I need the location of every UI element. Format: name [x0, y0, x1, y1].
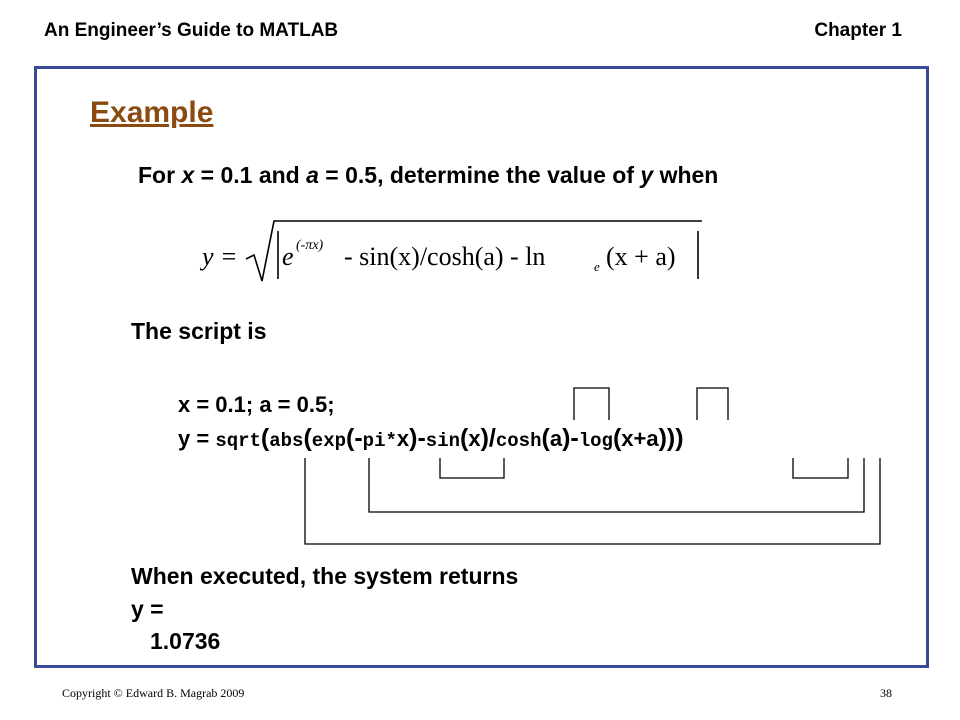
code-token: sin — [425, 430, 461, 452]
code-token: ))) — [658, 424, 684, 452]
problem-text-2: = 0.1 and — [194, 162, 307, 188]
header-chapter: Chapter 1 — [814, 20, 902, 41]
eq-exponent: (-πx) — [296, 238, 324, 253]
code-token: pi* — [362, 430, 397, 452]
problem-text-3: = 0.5, determine the value of — [318, 162, 641, 188]
eq-lhs: y = — [202, 242, 238, 271]
code-token: ( — [612, 424, 622, 452]
code-token: x+a — [621, 426, 659, 451]
problem-statement — [138, 162, 718, 189]
code-token: ( — [260, 424, 270, 452]
code-line-2 — [178, 424, 684, 453]
code-token: cosh — [495, 430, 542, 452]
code-token: y = — [178, 426, 216, 451]
var-a: a — [306, 162, 319, 188]
problem-text-1: For — [138, 162, 182, 188]
code-token: sqrt — [215, 430, 261, 452]
footer-page-number: 38 — [880, 686, 892, 700]
code-token: ( — [541, 424, 550, 452]
footer-copyright: Copyright © Edward B. Magrab 2009 — [62, 686, 245, 700]
problem-text-4: when — [653, 162, 719, 188]
result-variable: y = — [131, 596, 164, 622]
code-token: ( — [460, 424, 469, 452]
code-token: (- — [346, 424, 363, 452]
eq-tail: (x + a) — [606, 242, 676, 271]
code-token: exp — [311, 430, 347, 452]
eq-ln-sub: e — [594, 259, 600, 274]
script-label: The script is — [131, 318, 267, 344]
code-token: x — [396, 426, 410, 451]
header-title: An Engineer’s Guide to MATLAB — [44, 20, 339, 41]
code-token: a — [549, 426, 563, 451]
eq-body: - sin(x)/cosh(a) - ln — [344, 242, 546, 271]
equation — [190, 215, 715, 295]
code-token: abs — [269, 430, 304, 452]
var-x: x — [181, 162, 195, 188]
var-y: y — [640, 162, 654, 188]
code-token: ( — [303, 424, 312, 452]
code-token: )- — [409, 424, 426, 452]
code-token: )/ — [480, 424, 496, 452]
code-token: x — [468, 426, 481, 451]
slide-heading: Example — [90, 96, 214, 129]
code-token: log — [578, 430, 613, 452]
code-token: )- — [562, 424, 579, 452]
eq-exp-base: e — [282, 242, 294, 271]
result-label: When executed, the system returns — [131, 563, 519, 589]
result-value: 1.0736 — [150, 628, 221, 654]
code-line-1: x = 0.1; a = 0.5; — [178, 392, 335, 417]
